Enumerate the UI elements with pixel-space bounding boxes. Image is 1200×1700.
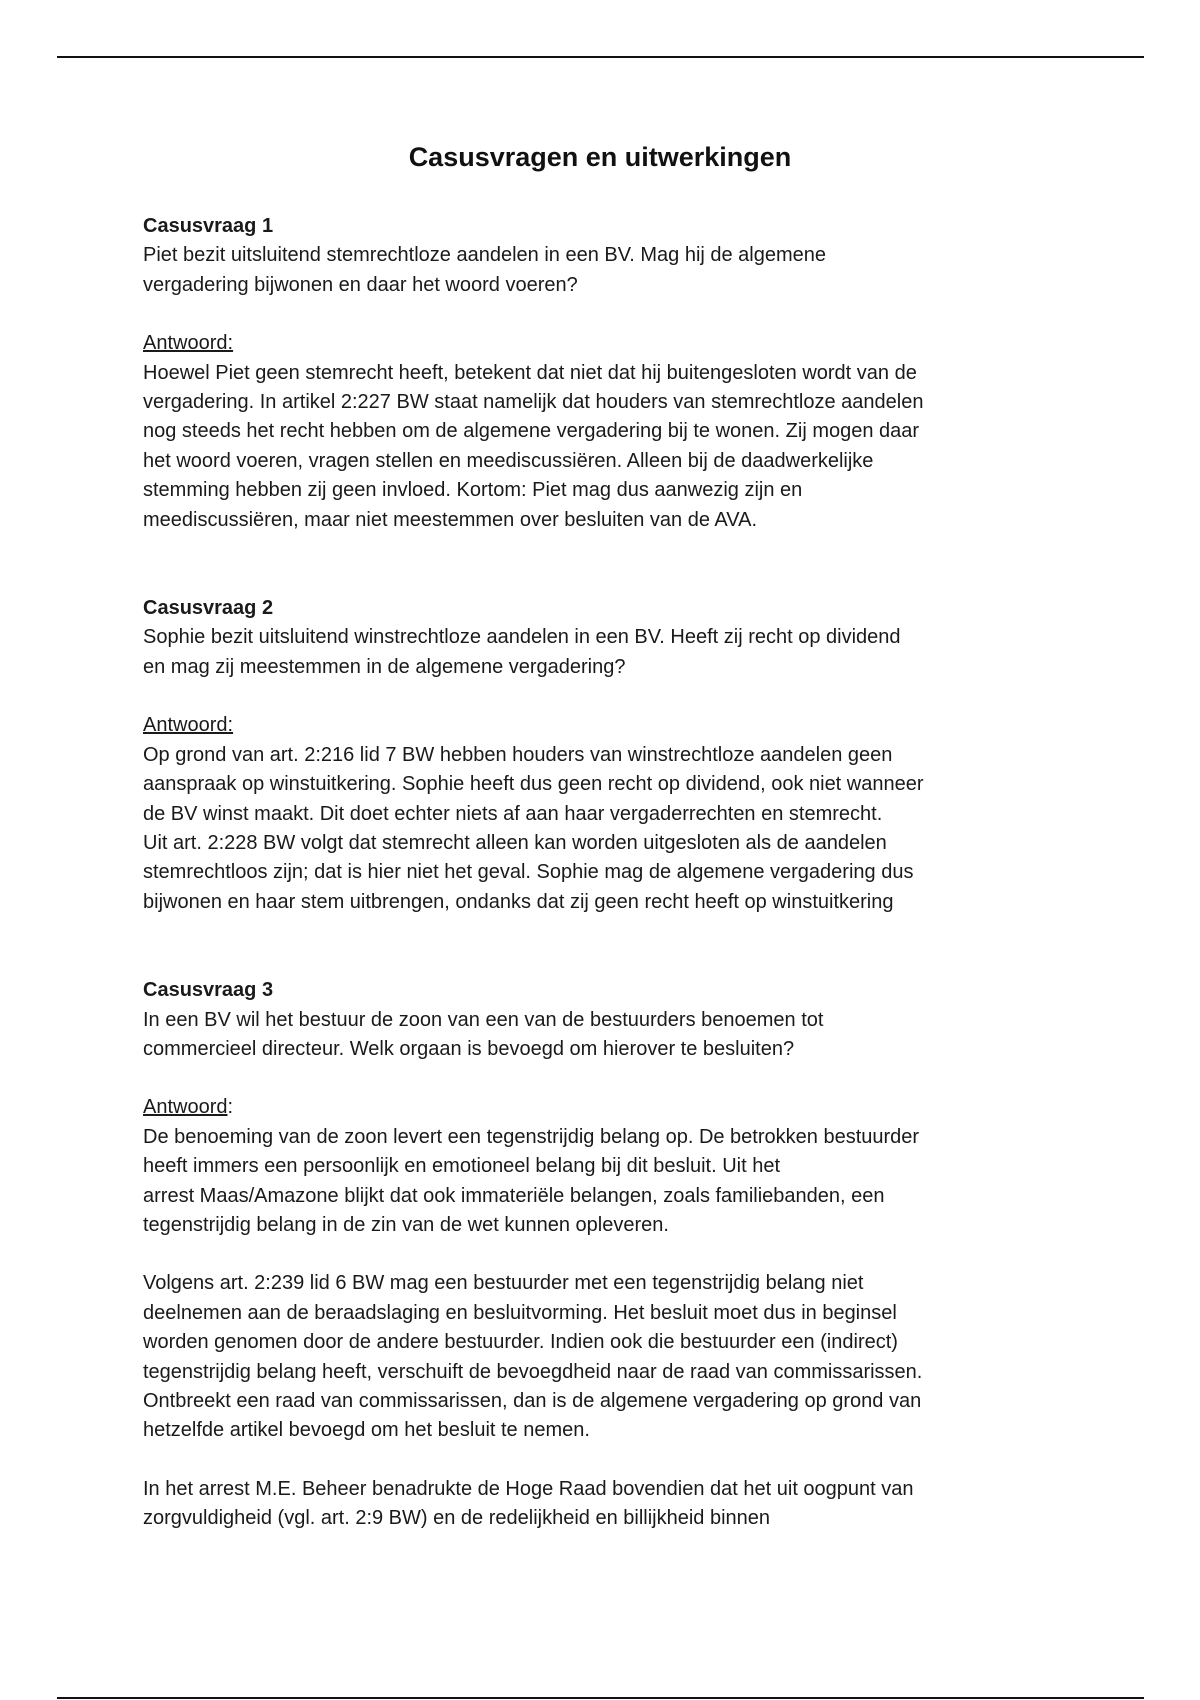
text-line: Hoewel Piet geen stemrecht heeft, betekent dat niet dat hij buitengesloten wordt van de — [143, 361, 917, 384]
text-line: en mag zij meestemmen in de algemene vergadering? — [143, 655, 626, 678]
case-question-heading: Casusvraag 2 — [143, 597, 274, 620]
text-line: hetzelfde artikel bevoegd om het besluit te nemen. — [143, 1419, 590, 1442]
text-line: heeft immers een persoonlijk en emotioneel belang bij dit besluit. Uit het — [143, 1155, 781, 1178]
text-line: de BV winst maakt. Dit doet echter niets af aan haar vergaderrechten en stemrecht. — [143, 802, 883, 825]
text-line: vergadering. In artikel 2:227 BW staat namelijk dat houders van stemrechtloze aandelen — [143, 391, 924, 414]
text-line: aanspraak op winstuitkering. Sophie heeft dus geen recht op dividend, ook niet wanneer — [143, 773, 924, 796]
text-line: Sophie bezit uitsluitend winstrechtloze aandelen in een BV. Heeft zij recht op dividend — [143, 626, 901, 649]
text-line: De benoeming van de zoon levert een tegenstrijdig belang op. De betrokken bestuurder — [143, 1125, 920, 1148]
case-question-1 — [143, 212, 1083, 535]
answer-paragraph — [143, 359, 1083, 535]
text-line: tegenstrijdig belang heeft, verschuift de bevoegdheid naar de raad van commissarissen. — [143, 1360, 923, 1383]
case-question-heading: Casusvraag 3 — [143, 979, 274, 1002]
text-line: bijwonen en haar stem uitbrengen, ondanks dat zij geen recht heeft op winstuitkering — [143, 890, 894, 913]
case-question-3 — [143, 976, 1083, 1534]
text-line: commercieel directeur. Welk orgaan is bevoegd om hierover te besluiten? — [143, 1037, 795, 1060]
case-question-2 — [143, 594, 1083, 917]
top-rule — [57, 56, 1144, 58]
text-line: het woord voeren, vragen stellen en meediscussiëren. Alleen bij de daadwerkelijke — [143, 449, 874, 472]
answer-paragraph — [143, 1269, 1083, 1445]
text-line: Ontbreekt een raad van commissarissen, dan is de algemene vergadering op grond van — [143, 1390, 922, 1412]
answer-label: Antwoord: — [143, 1096, 234, 1119]
text-line: arrest Maas/Amazone blijkt dat ook immateriële belangen, zoals familiebanden, een — [143, 1184, 885, 1207]
answer-label: Antwoord: — [143, 332, 234, 355]
text-line: Volgens art. 2:239 lid 6 BW mag een bestuurder met een tegenstrijdig belang niet — [143, 1272, 864, 1295]
text-line: zorgvuldigheid (vgl. art. 2:9 BW) en de redelijkheid en billijkheid binnen — [143, 1507, 771, 1530]
text-line: Uit art. 2:228 BW volgt dat stemrecht alleen kan worden uitgesloten als de aandelen — [143, 831, 887, 854]
case-question-text — [143, 1006, 1083, 1065]
text-line: worden genomen door de andere bestuurder. Indien ook die bestuurder een (indirect) — [143, 1331, 898, 1354]
document-body — [143, 212, 1083, 1534]
text-line: deelnemen aan de beraadslaging en besluitvorming. Het besluit moet dus in beginsel — [143, 1301, 897, 1324]
text-line: Piet bezit uitsluitend stemrechtloze aandelen in een BV. Mag hij de algemene — [143, 244, 827, 267]
text-line: meediscussiëren, maar niet meestemmen over besluiten van de AVA. — [143, 508, 758, 531]
answer-paragraph — [143, 1123, 1083, 1241]
case-question-text — [143, 623, 1083, 682]
text-line: In een BV wil het bestuur de zoon van een van de bestuurders benoemen tot — [143, 1008, 824, 1031]
answer-paragraph — [143, 1475, 1083, 1534]
text-line: In het arrest M.E. Beheer benadrukte de Hoge Raad bovendien dat het uit oogpunt van — [143, 1477, 914, 1500]
bottom-rule — [57, 1697, 1144, 1699]
text-line: vergadering bijwonen en daar het woord voeren? — [143, 273, 578, 296]
text-line: tegenstrijdig belang in de zin van de wet kunnen opleveren. — [143, 1213, 669, 1236]
text-line: stemming hebben zij geen invloed. Kortom: Piet mag dus aanwezig zijn en — [143, 479, 803, 502]
text-line: nog steeds het recht hebben om de algemene vergadering bij te wonen. Zij mogen daar — [143, 420, 920, 443]
case-question-text — [143, 241, 1083, 300]
text-line: stemrechtloos zijn; dat is hier niet het geval. Sophie mag de algemene vergadering dus — [143, 861, 914, 884]
case-question-heading: Casusvraag 1 — [143, 215, 274, 237]
answer-paragraph — [143, 741, 1083, 917]
page-title: Casusvragen en uitwerkingen — [408, 142, 792, 172]
answer-label: Antwoord: — [143, 714, 234, 737]
text-line: Op grond van art. 2:216 lid 7 BW hebben houders van winstrechtloze aandelen geen — [143, 743, 893, 766]
